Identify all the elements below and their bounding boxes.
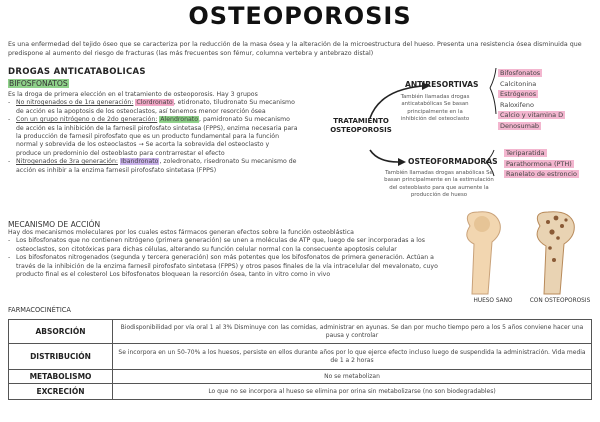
osteoporosis-bone-image: [537, 212, 574, 294]
osteoformadoras-description: También llamadas drogas anabólicas Se basan principalmente en la estimulación del osteoblasto para que aumente la producción de hueso: [384, 170, 494, 199]
bracket-anti-bottom: [490, 88, 496, 114]
group-3: [8, 158, 333, 175]
row-label: DISTRIBUCIÓN: [9, 344, 113, 370]
group-2-line4: normal y sobrevida de los osteoclastos → Se acorta la sobrevida del osteoclasto y: [16, 141, 270, 149]
drug-raloxifeno: Raloxifeno: [500, 100, 534, 109]
group-2-drug: Alendronato: [160, 116, 199, 124]
row-label: EXCRECIÓN: [9, 384, 113, 400]
table-row: [9, 384, 592, 400]
group-1-line2: de acción es la apoptosis de los osteoclastos, así tenemos menor resorción ósea: [16, 107, 266, 115]
mecanismo-lead: Hay dos mecanismos moleculares por los cuales estos fármacos generan efectos sobre la función osteoblástica: [8, 229, 354, 236]
drug-ranelato: Ranelato de estroncio: [506, 170, 577, 178]
group-1: [8, 99, 333, 116]
table-row: [9, 320, 592, 344]
table-row: [9, 370, 592, 384]
group-3-drug: Ibandronato: [120, 158, 159, 166]
osteoporosis-bone-caption: CON OSTEOPOROSIS: [529, 298, 591, 304]
antiresortivas-title: ANTIRESORTIVAS: [405, 80, 479, 89]
group-2-rest: , pamidronato Su mecanismo: [199, 116, 290, 124]
drug-calcio-vitd: Calcio y vitamina D: [500, 111, 564, 119]
row-label: ABSORCIÓN: [9, 320, 113, 344]
intro-paragraph: Es una enfermedad del tejido óseo que se caracteriza por la reducción de la masa ósea y la alteración de la microestructura del hueso. Presenta una resistencia ósea disminuida que predispone al aumento del riesgo de fracturas (las más frecuentes son fémur, columna vertebra y antebrazo distal): [8, 41, 582, 57]
antiresortivas-drugs: [498, 68, 598, 131]
drug-teriparatida: Teriparatida: [506, 149, 545, 157]
drug-calcitonina: Calcitonina: [500, 79, 537, 88]
row-value: Se incorpora en un 50-70% a los huesos, persiste en ellos durante años por lo que ejerce efecto incluso luego de suspendida la administración. Vida media de 1 a 2 horas: [113, 344, 592, 370]
healthy-bone-caption: HUESO SANO: [473, 298, 513, 304]
group-2-title: Con un grupo nitrógeno o de 2do generación:: [16, 116, 158, 124]
mecanismo-item-1: - Los bifosfonatos que no contienen nitrógeno (primera generación) se unen a moléculas de ATP que, luego de ser incorporadas a los osteoclastos, son citotóxicas para dichas células, alterando su función celular normal con la consecuente apoptosis celular: [8, 237, 438, 254]
mecanismo-heading: MECANISMO DE ACCIÓN: [8, 220, 101, 229]
row-value: Lo que no se incorpora al hueso se elimina por orina sin metabolizarse (no son biodegradables): [113, 384, 592, 400]
group-2-line3: la producción de farnesil pirofosfato que es un producto fundamental para la función: [16, 133, 280, 141]
table-row: [9, 344, 592, 370]
farmacocinetica-heading: FARMACOCINÉTICA: [8, 306, 71, 314]
group-1-rest: , etidronato, tiludronato Su mecanismo: [173, 99, 295, 107]
row-label: METABOLISMO: [9, 370, 113, 384]
group-3-line2: acción es inhibir a la enzima farnesil pirofosfato sintetasa (FPPS): [16, 166, 217, 174]
group-1-drug: Clordronato: [136, 99, 173, 107]
mecanismo-list: [8, 237, 438, 279]
osteoformadoras-drugs: [504, 148, 600, 180]
drug-estrogenos: Estrógenos: [500, 90, 537, 98]
drug-bifosfonatos: Bifosfonatos: [500, 69, 541, 77]
treatment-center-label: TRATAMIENTO OSTEOPOROSIS: [330, 117, 392, 134]
group-2-line2: de acción es la inhibición de la farnesil pirofosfato sintetasa (FPPS), enzima necesaria para: [16, 124, 298, 132]
group-3-rest: , zoledronato, risedronato Su mecanismo de: [159, 158, 297, 166]
group-1-title: No nitrogenados o de 1ra generación:: [16, 99, 134, 107]
bifosfonatos-label: BIFOSFONATOS: [9, 79, 68, 88]
arrowhead-osteoformadoras: [398, 158, 406, 166]
drug-pth: Parathormona (PTH): [506, 159, 572, 168]
anticatabolicas-section: [8, 67, 333, 175]
group-2: [8, 116, 333, 158]
bifosfonatos-subheading: [8, 79, 333, 88]
healthy-bone-image: [467, 212, 501, 294]
group-3-title: Nitrogenados de 3ra generación:: [16, 158, 118, 166]
group-2-line5: produce un predominio del osteoblasto para contrarrestar el efecto: [16, 149, 225, 157]
anticatabolicas-heading: DROGAS ANTICATABOLICAS: [8, 67, 146, 77]
osteoformadoras-title: OSTEOFORMADORAS: [408, 157, 498, 166]
mecanismo-item-2: - Los bifosfonatos nitrogenados (segunda y tercera generación) son más potentes que los bifosfonatos de primera generación. Actúan a través de la inhibición de la enzima farnesil pirofosfato sintetasa (FPPS) y otros pasos finales de la vía intracelular del mevalonato, cuyo producto final es el colesterol Los bifosfonatos bloquean la resorción ósea, tanto in vitro como in vivo: [8, 254, 438, 279]
page-title: OSTEOPOROSIS: [188, 2, 412, 30]
bone-illustrations: [448, 208, 598, 300]
row-value: No se metabolizan: [113, 370, 592, 384]
farmacocinetica-table: [8, 319, 592, 400]
mecanismo-section: [8, 220, 438, 279]
arrow-to-osteoformadoras: [370, 150, 398, 162]
drug-denosumab: Denosumab: [500, 121, 540, 130]
bifosfonatos-groups: [8, 99, 333, 175]
row-value: Biodisponibilidad por vía oral 1 al 3% Disminuye con las comidas, administrar en ayunas. Se dan por mucho tiempo pero a los 5 años conviene hacer una pausa y controlar: [113, 320, 592, 344]
bifosfonatos-lead: Es la droga de primera elección en el tratamiento de osteoporosis. Hay 3 grupos: [8, 91, 258, 98]
antiresortivas-description: También llamadas drogas anticatabólicas Se basan principalmente en la inhibición del osteoclasto: [400, 94, 470, 123]
